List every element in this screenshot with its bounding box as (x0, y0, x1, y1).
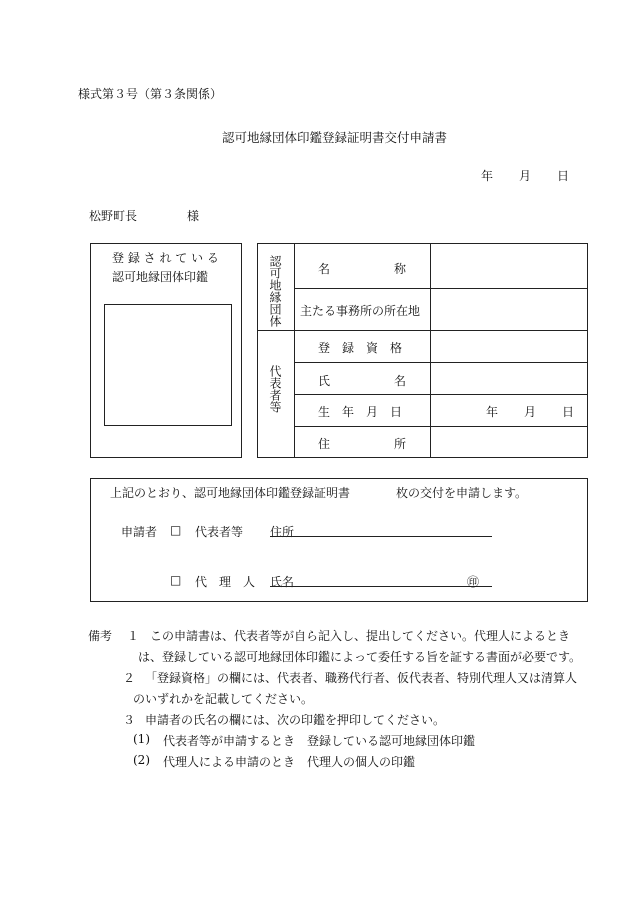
seal-mark: ㊞ (467, 575, 480, 589)
rep-checkbox[interactable]: □ (170, 523, 182, 537)
subnote-1-number: (1) (133, 732, 150, 746)
label-qualification: 登 録 資 格 (318, 341, 403, 355)
applicant-label: 申請者 (121, 525, 158, 539)
seal-impression-area[interactable] (104, 304, 232, 426)
applicant-name-label: 氏名 (270, 575, 295, 589)
group-name-field[interactable] (431, 248, 587, 288)
label-rep-name-b: 名 (394, 374, 407, 388)
note-1-line1: この申請書は、代表者等が自ら記入し、提出してください。代理人によるとき (150, 629, 571, 643)
table-divider (294, 362, 588, 363)
note-2-line2: のいずれかを記載してください。 (133, 692, 314, 706)
birth-day: 日 (562, 405, 575, 419)
rep-address-field[interactable] (431, 428, 587, 457)
notes-label: 備考 (88, 629, 113, 643)
note-3-number: ３ (123, 713, 136, 727)
seal-box-line2: 認可地縁団体印鑑 (112, 270, 209, 284)
rep-option-label: 代表者等 (195, 525, 244, 539)
subnote-2-number: (2) (133, 753, 150, 767)
note-2-number: ２ (123, 671, 136, 685)
label-name-a: 名 (318, 262, 331, 276)
label-birthdate: 生 年 月 日 (318, 405, 403, 419)
note-1-number: １ (127, 629, 140, 643)
addressee-honorific: 様 (187, 209, 200, 223)
note-2-line1: 「登録資格」の欄には、代表者、職務代行者、仮代表者、特別代理人又は清算人 (145, 671, 578, 685)
agent-option-label: 代 理 人 (195, 575, 256, 589)
applicant-name-field[interactable] (270, 572, 492, 587)
table-divider (294, 288, 588, 289)
form-number: 様式第３号（第３条関係） (78, 87, 223, 101)
label-office-address: 主たる事務所の所在地 (300, 304, 421, 318)
group-section-label: 認可地縁団体 (268, 255, 282, 327)
date-month: 月 (519, 169, 532, 183)
date-day: 日 (557, 169, 570, 183)
label-rep-name-a: 氏 (318, 374, 331, 388)
form-title: 認可地縁団体印鑑登録証明書交付申請書 (222, 130, 448, 145)
note-1-line2: は、登録している認可地縁団体印鑑によって委任する旨を証する書面が必要です。 (138, 650, 582, 664)
office-address-field[interactable] (431, 290, 587, 330)
applicant-address-label: 住所 (270, 525, 295, 539)
addressee-name: 松野町長 (89, 209, 138, 223)
label-name-b: 称 (394, 262, 407, 276)
agent-checkbox[interactable]: □ (170, 573, 182, 587)
note-3-line1: 申請者の氏名の欄には、次の印鑑を押印してください。 (145, 713, 446, 727)
birth-month: 月 (524, 405, 537, 419)
request-sentence-a: 上記のとおり、認可地縁団体印鑑登録証明書 (110, 486, 351, 500)
seal-box-line1: 登 録 さ れ て い る (112, 251, 219, 265)
request-sentence-b: 枚の交付を申請します。 (396, 486, 528, 500)
label-address-b: 所 (394, 437, 407, 451)
date-year: 年 (481, 169, 494, 183)
table-divider (294, 394, 588, 395)
rep-name-field[interactable] (431, 364, 587, 394)
subnote-2-text: 代理人による申請のとき 代理人の個人の印鑑 (163, 755, 416, 769)
applicant-address-field[interactable] (270, 522, 492, 537)
label-address-a: 住 (318, 437, 331, 451)
subnote-1-text: 代表者等が申請するとき 登録している認可地縁団体印鑑 (163, 734, 476, 748)
table-divider (294, 426, 588, 427)
birth-year: 年 (486, 405, 499, 419)
copies-count-field[interactable] (346, 480, 386, 498)
qualification-field[interactable] (431, 332, 587, 362)
representative-section-label: 代表者等 (268, 365, 282, 413)
table-divider (257, 330, 588, 331)
